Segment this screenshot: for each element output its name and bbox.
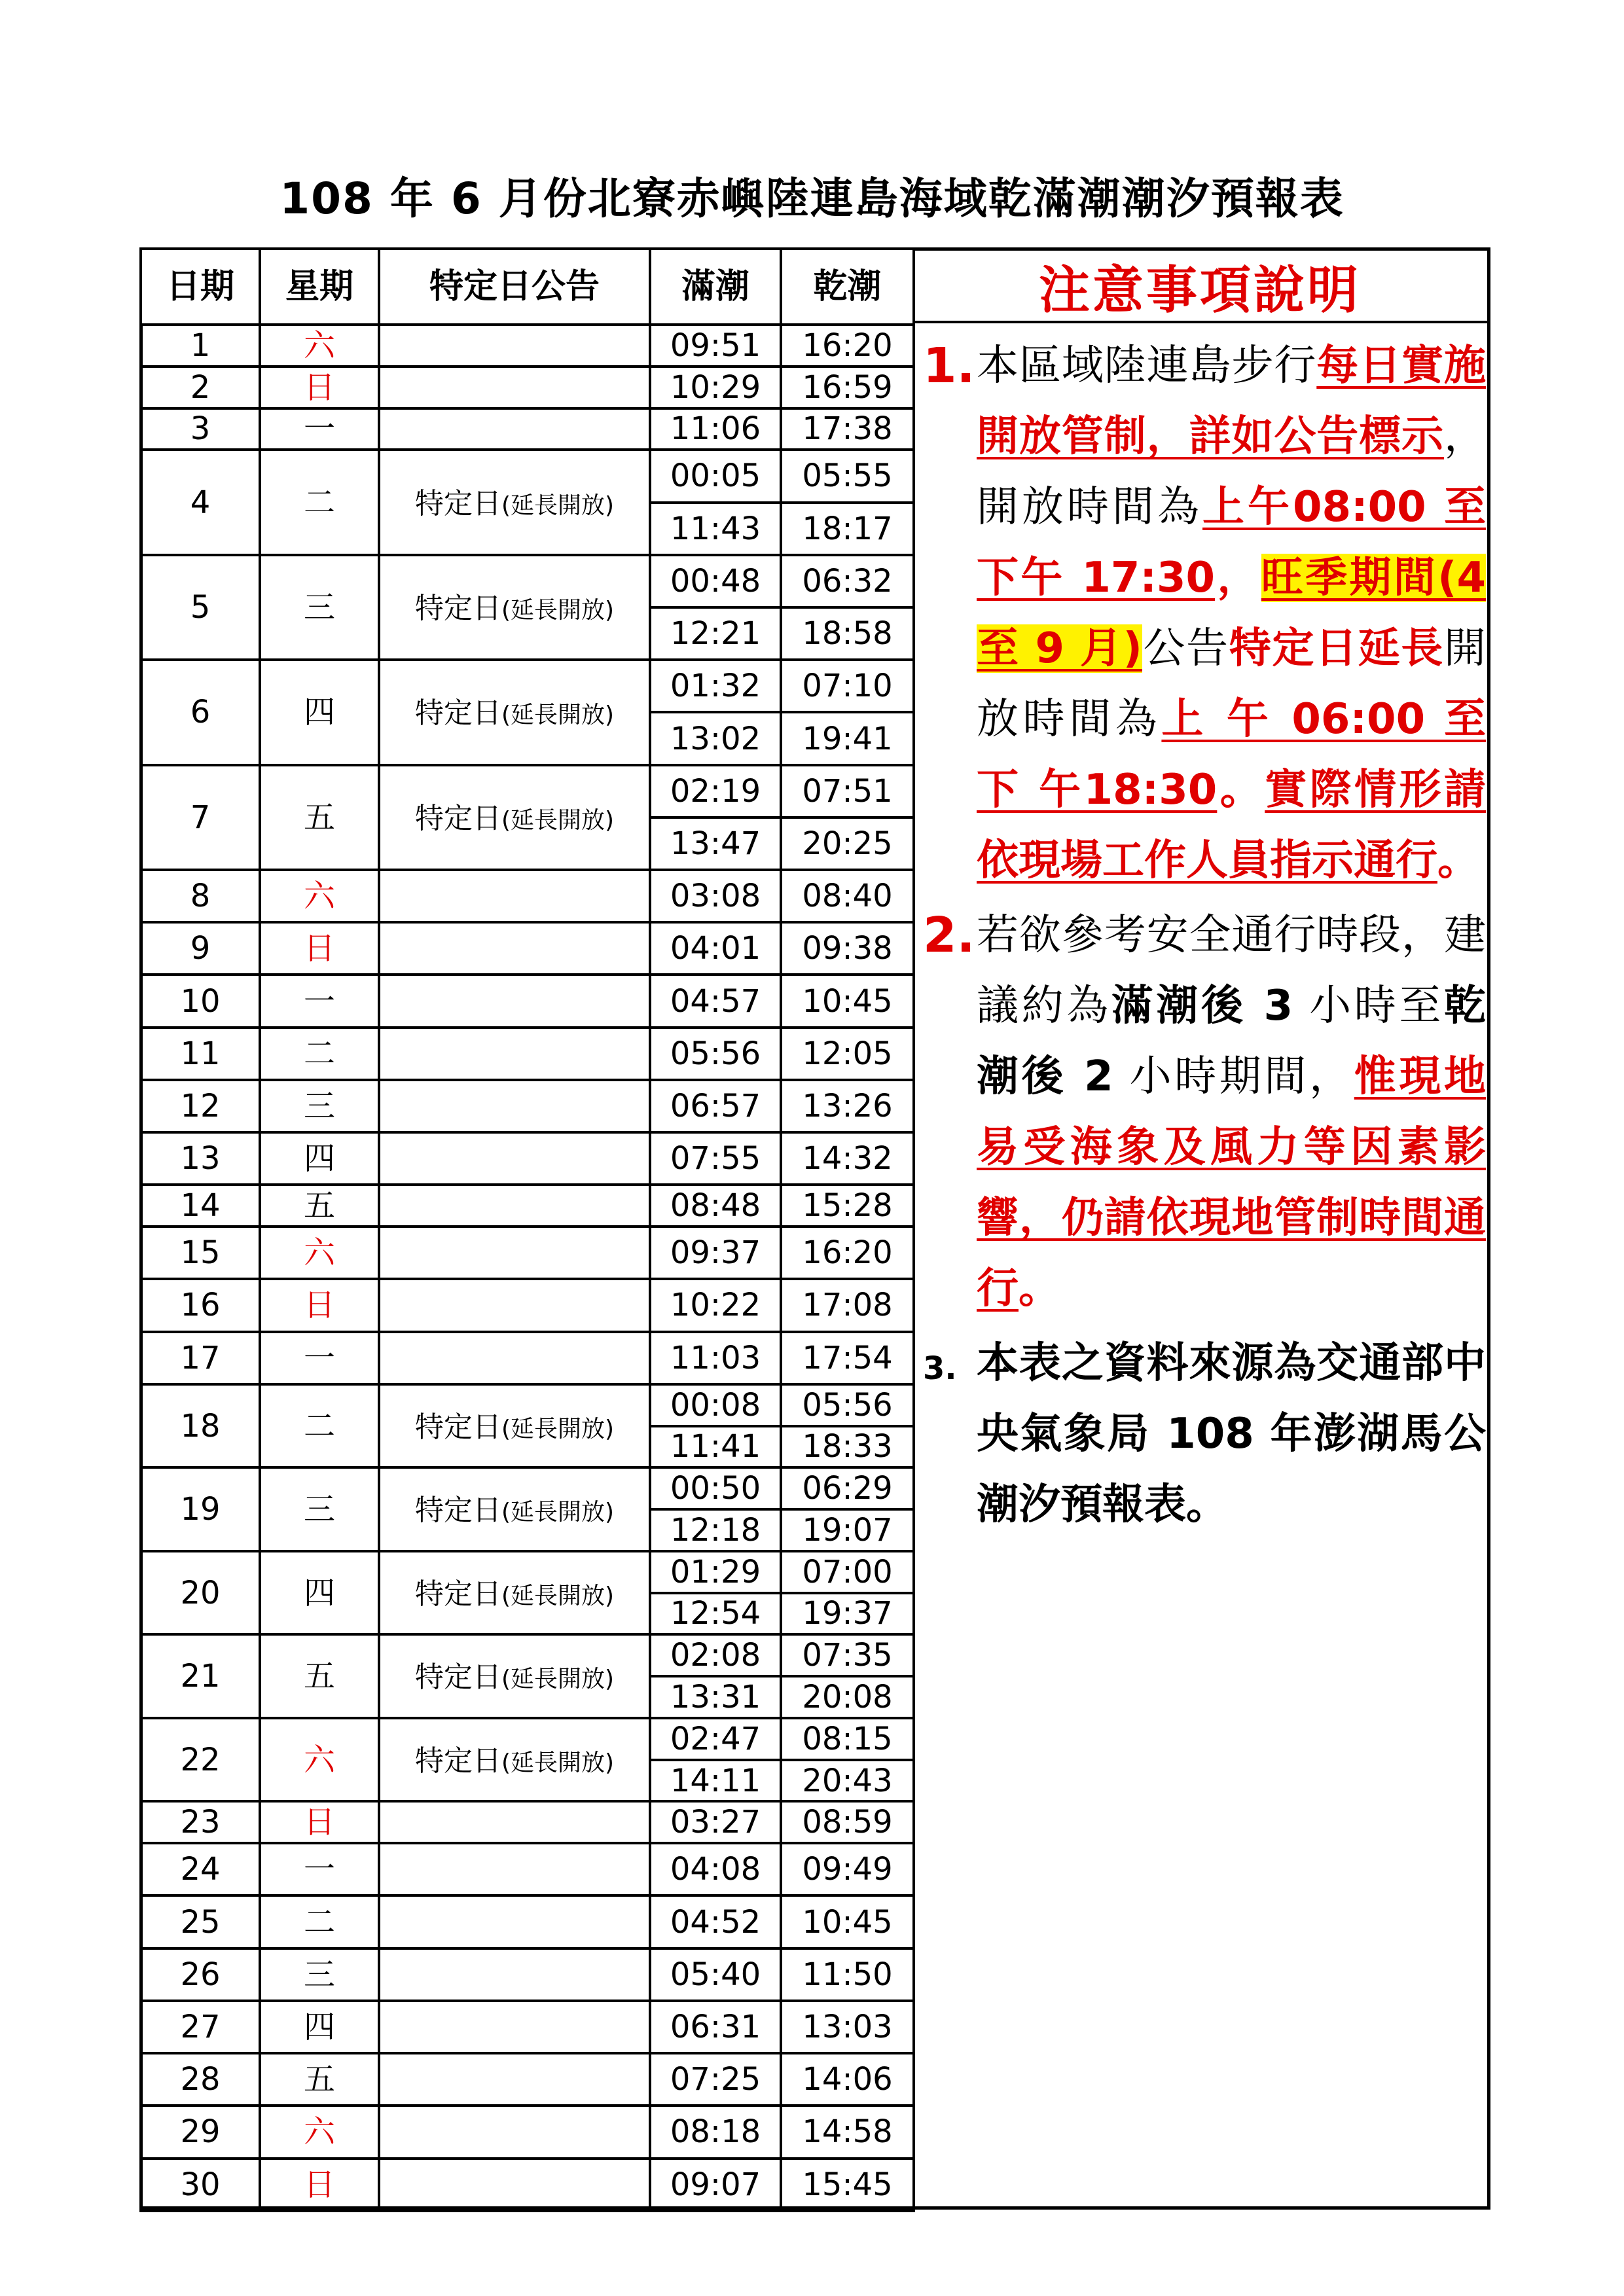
high-tide-cell: 00:50	[650, 1467, 781, 1509]
high-tide-cell: 08:48	[650, 1185, 781, 1227]
day-cell: 24	[141, 1843, 260, 1895]
high-tide-cell: 06:57	[650, 1080, 781, 1132]
special-day-sub: (延長開放)	[501, 596, 615, 624]
high-tide-cell: 13:47	[650, 817, 781, 870]
tide-table-body	[141, 325, 914, 2211]
low-tide-cell: 14:32	[781, 1132, 914, 1185]
weekday-cell: 日	[260, 922, 379, 975]
low-tide-cell: 06:32	[781, 555, 914, 607]
day-cell: 30	[141, 2159, 260, 2211]
header-weekday: 星期	[260, 249, 379, 325]
notes-heading: 注意事項說明	[912, 251, 1487, 323]
high-tide-cell: 00:05	[650, 450, 781, 502]
high-tide-cell: 11:03	[650, 1332, 781, 1384]
day-cell: 9	[141, 922, 260, 975]
table-row	[141, 1227, 914, 1279]
special-day-cell	[379, 975, 650, 1027]
high-tide-cell: 03:27	[650, 1801, 781, 1843]
header-date: 日期	[141, 249, 260, 325]
table-row	[141, 975, 914, 1027]
table-row	[141, 765, 914, 817]
special-day-cell	[379, 1185, 650, 1227]
weekday-cell: 日	[260, 1801, 379, 1843]
special-day-cell	[379, 1801, 650, 1843]
special-day-sub: (延長開放)	[501, 1749, 615, 1776]
table-row	[141, 1634, 914, 1676]
weekday-cell: 一	[260, 975, 379, 1027]
special-day-sub: (延長開放)	[501, 1415, 615, 1443]
special-day-main: 特定日	[414, 1494, 501, 1528]
special-day-cell	[379, 1332, 650, 1384]
low-tide-cell: 10:45	[781, 975, 914, 1027]
low-tide-cell: 07:35	[781, 1634, 914, 1676]
low-tide-cell: 18:58	[781, 607, 914, 660]
note-1-end: 。	[1437, 836, 1479, 885]
low-tide-cell: 08:40	[781, 870, 914, 922]
day-cell: 16	[141, 1279, 260, 1331]
special-day-label	[415, 1410, 614, 1444]
special-day-cell	[379, 922, 650, 975]
low-tide-cell: 16:20	[781, 1227, 914, 1279]
day-cell: 25	[141, 1895, 260, 1948]
table-row	[141, 450, 914, 502]
weekday-cell: 五	[260, 1185, 379, 1227]
weekday-cell: 日	[260, 1279, 379, 1331]
weekday-cell: 日	[260, 2159, 379, 2211]
day-cell: 7	[141, 765, 260, 870]
special-day-sub: (延長開放)	[501, 702, 615, 729]
special-day-label	[415, 802, 614, 835]
special-day-cell	[379, 1227, 650, 1279]
high-tide-cell: 12:18	[650, 1509, 781, 1551]
special-day-cell	[379, 1384, 650, 1468]
day-cell: 10	[141, 975, 260, 1027]
day-cell: 22	[141, 1718, 260, 1802]
note-1-text-d: 開放時間為	[977, 624, 1487, 744]
weekday-cell: 五	[260, 1634, 379, 1718]
note-2-text-b: 小時至	[1293, 982, 1445, 1030]
weekday-cell: 三	[260, 555, 379, 660]
special-day-cell	[379, 325, 650, 367]
low-tide-cell: 19:37	[781, 1593, 914, 1635]
special-day-cell	[379, 408, 650, 450]
special-day-cell	[379, 1948, 650, 2001]
special-day-sub: (延長開放)	[501, 492, 615, 519]
weekday-cell: 五	[260, 2053, 379, 2106]
high-tide-cell: 04:52	[650, 1895, 781, 1948]
weekday-cell: 二	[260, 1028, 379, 1080]
table-row	[141, 1843, 914, 1895]
weekday-cell: 一	[260, 408, 379, 450]
day-cell: 1	[141, 325, 260, 367]
high-tide-cell: 10:29	[650, 367, 781, 408]
high-tide-cell: 02:47	[650, 1718, 781, 1760]
low-tide-cell: 20:08	[781, 1676, 914, 1718]
weekday-cell: 四	[260, 1551, 379, 1635]
low-tide-cell: 14:58	[781, 2106, 914, 2158]
note-3-text: 本表之資料來源為交通部中央氣象局 108 年澎湖馬公潮汐預報表。	[977, 1339, 1486, 1529]
weekday-cell: 三	[260, 1080, 379, 1132]
weekday-cell: 四	[260, 1132, 379, 1185]
high-tide-cell: 09:37	[650, 1227, 781, 1279]
special-day-sub: (延長開放)	[501, 1499, 615, 1526]
table-row	[141, 922, 914, 975]
note-2-end: 。	[1019, 1265, 1060, 1313]
day-cell: 2	[141, 367, 260, 408]
note-1-number: 1.	[923, 338, 975, 394]
table-row	[141, 660, 914, 712]
note-1-extended-hours: 上 午 06:00 至 下 午18:30	[977, 695, 1487, 814]
high-tide-cell: 10:22	[650, 1279, 781, 1331]
table-row	[141, 1279, 914, 1331]
low-tide-cell: 13:03	[781, 2001, 914, 2053]
low-tide-cell: 17:38	[781, 408, 914, 450]
special-day-cell	[379, 1080, 650, 1132]
special-day-cell	[379, 1895, 650, 1948]
special-day-cell	[379, 1467, 650, 1551]
high-tide-cell: 11:41	[650, 1426, 781, 1468]
special-day-cell	[379, 2053, 650, 2106]
low-tide-cell: 16:59	[781, 367, 914, 408]
special-day-label	[415, 1494, 614, 1527]
weekday-cell: 二	[260, 1895, 379, 1948]
note-1-daily-control: 每日實施開放管制，詳如公告標示	[977, 342, 1487, 461]
table-row	[141, 1080, 914, 1132]
high-tide-cell: 12:21	[650, 607, 781, 660]
day-cell: 5	[141, 555, 260, 660]
high-tide-cell: 13:02	[650, 712, 781, 764]
note-1-special-day: 特定日延長	[1229, 624, 1445, 673]
notes-panel	[923, 331, 1486, 1540]
day-cell: 17	[141, 1332, 260, 1384]
table-row	[141, 1718, 914, 1760]
note-1	[923, 331, 1486, 896]
day-cell: 14	[141, 1185, 260, 1227]
weekday-cell: 六	[260, 1718, 379, 1802]
note-2-after-low: 乾潮後 2	[977, 982, 1487, 1101]
day-cell: 19	[141, 1467, 260, 1551]
special-day-cell	[379, 2159, 650, 2211]
table-row	[141, 2159, 914, 2211]
table-header-row	[141, 249, 914, 325]
weekday-cell: 五	[260, 765, 379, 870]
day-cell: 8	[141, 870, 260, 922]
low-tide-cell: 07:00	[781, 1551, 914, 1593]
special-day-cell	[379, 1843, 650, 1895]
high-tide-cell: 07:25	[650, 2053, 781, 2106]
special-day-cell	[379, 765, 650, 870]
table-row	[141, 408, 914, 450]
special-day-cell	[379, 1718, 650, 1802]
low-tide-cell: 08:15	[781, 1718, 914, 1760]
special-day-cell	[379, 2106, 650, 2158]
note-2-text-a: 若欲參考安全通行時段，建議約為	[977, 911, 1486, 1030]
weekday-cell: 六	[260, 1227, 379, 1279]
day-cell: 12	[141, 1080, 260, 1132]
low-tide-cell: 14:06	[781, 2053, 914, 2106]
table-row	[141, 1948, 914, 2001]
low-tide-cell: 11:50	[781, 1948, 914, 2001]
high-tide-cell: 07:55	[650, 1132, 781, 1185]
high-tide-cell: 04:01	[650, 922, 781, 975]
note-1-period: 。	[1217, 766, 1265, 814]
low-tide-cell: 15:28	[781, 1185, 914, 1227]
table-row	[141, 1185, 914, 1227]
special-day-cell	[379, 450, 650, 554]
high-tide-cell: 02:08	[650, 1634, 781, 1676]
high-tide-cell: 00:08	[650, 1384, 781, 1426]
special-day-cell	[379, 1028, 650, 1080]
special-day-cell	[379, 1132, 650, 1185]
high-tide-cell: 12:54	[650, 1593, 781, 1635]
header-high-tide: 滿潮	[650, 249, 781, 325]
special-day-sub: (延長開放)	[501, 1582, 615, 1609]
low-tide-cell: 17:08	[781, 1279, 914, 1331]
note-2-number: 2.	[923, 907, 975, 963]
special-day-cell	[379, 1551, 650, 1635]
day-cell: 27	[141, 2001, 260, 2053]
table-row	[141, 367, 914, 408]
table-row	[141, 2053, 914, 2106]
note-1-text-b: ，開放時間為	[977, 412, 1486, 531]
table-row	[141, 555, 914, 607]
weekday-cell: 四	[260, 2001, 379, 2053]
day-cell: 23	[141, 1801, 260, 1843]
table-row	[141, 1132, 914, 1185]
day-cell: 6	[141, 660, 260, 764]
high-tide-cell: 01:29	[650, 1551, 781, 1593]
high-tide-cell: 04:57	[650, 975, 781, 1027]
note-2-after-high: 滿潮後 3	[1111, 982, 1293, 1030]
note-2-text-c: 小時期間，	[1113, 1052, 1354, 1101]
weekday-cell: 六	[260, 2106, 379, 2158]
special-day-cell	[379, 660, 650, 764]
low-tide-cell: 06:29	[781, 1467, 914, 1509]
note-1-comma: ，	[1215, 554, 1261, 602]
day-cell: 29	[141, 2106, 260, 2158]
day-cell: 26	[141, 1948, 260, 2001]
weekday-cell: 二	[260, 1384, 379, 1468]
table-row	[141, 870, 914, 922]
low-tide-cell: 20:43	[781, 1760, 914, 1802]
high-tide-cell: 00:48	[650, 555, 781, 607]
low-tide-cell: 18:17	[781, 503, 914, 555]
weekday-cell: 二	[260, 450, 379, 554]
special-day-main: 特定日	[414, 486, 501, 520]
weekday-cell: 六	[260, 870, 379, 922]
special-day-main: 特定日	[414, 1660, 501, 1695]
high-tide-cell: 11:06	[650, 408, 781, 450]
special-day-main: 特定日	[414, 591, 501, 625]
weekday-cell: 三	[260, 1467, 379, 1551]
table-row	[141, 1895, 914, 1948]
weekday-cell: 一	[260, 1843, 379, 1895]
high-tide-cell: 05:56	[650, 1028, 781, 1080]
special-day-cell	[379, 367, 650, 408]
day-cell: 15	[141, 1227, 260, 1279]
special-day-label	[415, 1577, 614, 1611]
low-tide-cell: 09:38	[781, 922, 914, 975]
special-day-label	[415, 1744, 614, 1778]
special-day-sub: (延長開放)	[501, 806, 615, 834]
special-day-main: 特定日	[414, 1410, 501, 1444]
low-tide-cell: 07:51	[781, 765, 914, 817]
weekday-cell: 三	[260, 1948, 379, 2001]
note-1-open-hours: 上午08:00 至下午 17:30	[977, 483, 1486, 602]
special-day-cell	[379, 1634, 650, 1718]
note-3-number: 3.	[923, 1350, 957, 1387]
low-tide-cell: 17:54	[781, 1332, 914, 1384]
special-day-label	[415, 696, 614, 730]
header-special: 特定日公告	[379, 249, 650, 325]
low-tide-cell: 20:25	[781, 817, 914, 870]
note-2-warning: 惟現地易受海象及風力等因素影響，仍請依現地管制時間通行	[977, 1052, 1487, 1313]
note-2	[923, 900, 1486, 1324]
note-3	[923, 1328, 1486, 1540]
special-day-sub: (延長開放)	[501, 1666, 615, 1693]
note-1-text-a: 本區域陸連島步行	[977, 342, 1317, 390]
weekday-cell: 六	[260, 325, 379, 367]
note-1-follow-staff: 實際情形請依現場工作人員指示通行	[977, 766, 1487, 885]
table-row	[141, 1384, 914, 1426]
high-tide-cell: 02:19	[650, 765, 781, 817]
special-day-cell	[379, 555, 650, 660]
high-tide-cell: 01:32	[650, 660, 781, 712]
tide-table	[139, 247, 915, 2212]
special-day-cell	[379, 1279, 650, 1331]
low-tide-cell: 05:55	[781, 450, 914, 502]
table-row	[141, 325, 914, 367]
special-day-main: 特定日	[414, 696, 501, 730]
high-tide-cell: 08:18	[650, 2106, 781, 2158]
table-row	[141, 2106, 914, 2158]
weekday-cell: 四	[260, 660, 379, 764]
low-tide-cell: 19:41	[781, 712, 914, 764]
special-day-cell	[379, 870, 650, 922]
low-tide-cell: 12:05	[781, 1028, 914, 1080]
special-day-label	[415, 592, 614, 625]
high-tide-cell: 04:08	[650, 1843, 781, 1895]
high-tide-cell: 05:40	[650, 1948, 781, 2001]
page-title: 108 年 6 月份北寮赤嶼陸連島海域乾滿潮潮汐預報表	[280, 173, 1344, 224]
high-tide-cell: 03:08	[650, 870, 781, 922]
low-tide-cell: 08:59	[781, 1801, 914, 1843]
day-cell: 3	[141, 408, 260, 450]
special-day-main: 特定日	[414, 1577, 501, 1611]
note-1-peak-season: 旺季期間(4 至 9 月)	[977, 554, 1487, 673]
special-day-cell	[379, 2001, 650, 2053]
table-row	[141, 1551, 914, 1593]
weekday-cell: 日	[260, 367, 379, 408]
low-tide-cell: 05:56	[781, 1384, 914, 1426]
low-tide-cell: 10:45	[781, 1895, 914, 1948]
day-cell: 21	[141, 1634, 260, 1718]
high-tide-cell: 09:07	[650, 2159, 781, 2211]
low-tide-cell: 19:07	[781, 1509, 914, 1551]
special-day-label	[415, 1660, 614, 1694]
special-day-label	[415, 487, 614, 520]
high-tide-cell: 13:31	[650, 1676, 781, 1718]
table-row	[141, 1801, 914, 1843]
day-cell: 18	[141, 1384, 260, 1468]
header-low-tide: 乾潮	[781, 249, 914, 325]
day-cell: 4	[141, 450, 260, 554]
high-tide-cell: 11:43	[650, 503, 781, 555]
low-tide-cell: 18:33	[781, 1426, 914, 1468]
day-cell: 28	[141, 2053, 260, 2106]
low-tide-cell: 07:10	[781, 660, 914, 712]
special-day-main: 特定日	[414, 1744, 501, 1778]
high-tide-cell: 06:31	[650, 2001, 781, 2053]
table-row	[141, 2001, 914, 2053]
high-tide-cell: 09:51	[650, 325, 781, 367]
low-tide-cell: 16:20	[781, 325, 914, 367]
low-tide-cell: 09:49	[781, 1843, 914, 1895]
special-day-main: 特定日	[414, 801, 501, 835]
table-row	[141, 1028, 914, 1080]
low-tide-cell: 15:45	[781, 2159, 914, 2211]
note-1-text-c: 公告	[1142, 624, 1229, 673]
day-cell: 20	[141, 1551, 260, 1635]
weekday-cell: 一	[260, 1332, 379, 1384]
table-row	[141, 1332, 914, 1384]
low-tide-cell: 13:26	[781, 1080, 914, 1132]
day-cell: 13	[141, 1132, 260, 1185]
table-row	[141, 1467, 914, 1509]
day-cell: 11	[141, 1028, 260, 1080]
high-tide-cell: 14:11	[650, 1760, 781, 1802]
